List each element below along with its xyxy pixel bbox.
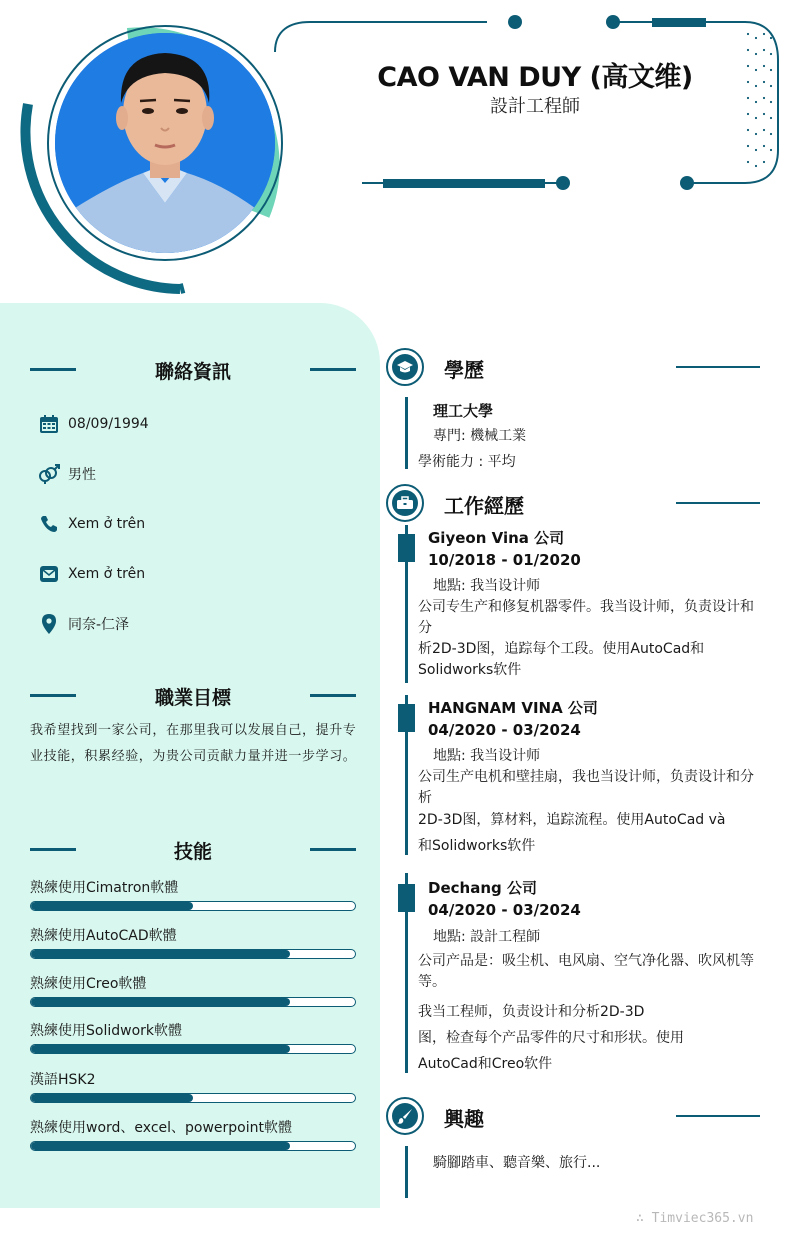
education-school: 理工大學 (433, 402, 494, 420)
objective-section-header (30, 680, 356, 710)
job-location: 地點: 我当设计师 (433, 578, 541, 594)
education-timeline (405, 397, 408, 469)
calendar-icon (38, 413, 60, 435)
job-description-line: 公司生产电机和壁挂扇，我也当设计师，负责设计和分析 (418, 769, 754, 806)
experience-section-header (386, 484, 760, 524)
skill-bar-fill (31, 902, 193, 910)
job-company: Giyeon Vina 公司 (428, 529, 565, 547)
job-period: 10/2018 - 01/2020 (428, 551, 581, 569)
skill-label: 漢語HSK2 (30, 1072, 96, 1088)
skill-label: 熟練使用word、excel、powerpoint軟體 (30, 1120, 292, 1136)
skill-label: 熟練使用Creo軟體 (30, 976, 147, 992)
skill-item (30, 925, 356, 959)
skill-item (30, 877, 356, 911)
objective-text: 我希望找到一家公司，在那里我可以发展自己，提升专业技能，积累经验，为贵公司贡献力量并进一步学习。 (30, 723, 357, 764)
job-description-line: 图，检查每个产品零件的尺寸和形状。使用 (418, 1030, 684, 1046)
job-description-line: 2D-3D图，算材料，追踪流程。使用AutoCad và (418, 812, 726, 828)
contact-email-value: Xem ở trên (68, 566, 146, 582)
job-description-line: AutoCad和Creo软件 (418, 1056, 553, 1072)
contact-birthdate (38, 412, 149, 436)
skill-label: 熟練使用Solidwork軟體 (30, 1023, 182, 1039)
skill-bar (30, 949, 356, 959)
watermark-text: Timviec365.vn (651, 1211, 754, 1226)
skills-title: 技能 (173, 841, 212, 863)
objective-title: 職業目標 (154, 687, 231, 709)
contact-section-header (30, 354, 356, 384)
candidate-name: CAO VAN DUY (高文维) (377, 62, 693, 93)
skill-item (30, 973, 356, 1007)
contact-gender (38, 462, 96, 486)
job-period: 04/2020 - 03/2024 (428, 721, 581, 739)
job-description-line: 和Solidworks软件 (418, 838, 536, 854)
skill-bar (30, 901, 356, 911)
contact-gender-value: 男性 (68, 467, 96, 483)
skill-bar-fill (31, 1142, 290, 1150)
contact-location (38, 612, 129, 636)
skill-item (30, 1069, 356, 1103)
location-icon (38, 613, 60, 635)
education-section-header (386, 348, 760, 388)
skills-section-header (30, 834, 356, 864)
contact-email (38, 562, 145, 586)
education-title: 學歷 (444, 358, 484, 382)
skill-bar-fill (31, 950, 290, 958)
job-description-line: 我当工程师，负责设计和分析2D-3D (418, 1004, 645, 1020)
education-gpa: 學術能力 : 平均 (418, 454, 516, 470)
gender-icon (38, 463, 60, 485)
skill-bar (30, 1093, 356, 1103)
watermark: ∴ Timviec365.vn (636, 1211, 754, 1226)
timeline-marker (398, 704, 415, 732)
skill-label: 熟練使用Cimatron軟體 (30, 880, 179, 896)
skill-bar (30, 1141, 356, 1151)
job-description-line: 公司产品是：吸尘机、电风扇、空气净化器、吹风机等等。 (418, 953, 754, 990)
interests-section-header (386, 1097, 760, 1137)
job-period: 04/2020 - 03/2024 (428, 901, 581, 919)
skill-item (30, 1020, 356, 1054)
skill-bar-fill (31, 1045, 290, 1053)
briefcase-icon (392, 490, 418, 516)
contact-birthdate-value: 08/09/1994 (68, 416, 149, 432)
skill-label: 熟練使用AutoCAD軟體 (30, 928, 177, 944)
phone-icon (38, 513, 60, 535)
timeline-marker (398, 884, 415, 912)
contact-location-value: 同奈-仁泽 (68, 617, 130, 633)
job-company: HANGNAM VINA 公司 (428, 699, 598, 717)
profile-photo (55, 33, 275, 253)
contact-title: 聯絡資訊 (154, 361, 231, 383)
job-location: 地點: 我当设计师 (433, 748, 541, 764)
interests-timeline (405, 1146, 408, 1198)
job-description-line: 析2D-3D图，追踪每个工段。使用AutoCad和Solidworks软件 (418, 641, 705, 678)
job-company: Dechang 公司 (428, 879, 537, 897)
experience-title: 工作經歷 (444, 494, 524, 518)
interests-text: 騎腳踏車、聽音樂、旅行... (433, 1155, 601, 1171)
graduation-cap-icon (392, 354, 418, 380)
timeline-marker (398, 534, 415, 562)
interests-title: 興趣 (444, 1107, 484, 1131)
education-major: 專門: 機械工業 (433, 428, 527, 444)
job-title: 設計工程師 (490, 96, 580, 117)
paint-brush-icon (392, 1103, 418, 1129)
contact-phone (38, 512, 145, 536)
contact-phone-value: Xem ở trên (68, 516, 146, 532)
skill-bar (30, 997, 356, 1007)
skill-bar-fill (31, 1094, 193, 1102)
email-icon (38, 563, 60, 585)
skill-bar-fill (31, 998, 290, 1006)
skill-item (30, 1117, 356, 1151)
job-location: 地點: 設計工程師 (433, 929, 541, 945)
skill-bar (30, 1044, 356, 1054)
job-description-line: 公司专生产和修复机器零件。我当设计师，负责设计和分 (418, 599, 754, 636)
